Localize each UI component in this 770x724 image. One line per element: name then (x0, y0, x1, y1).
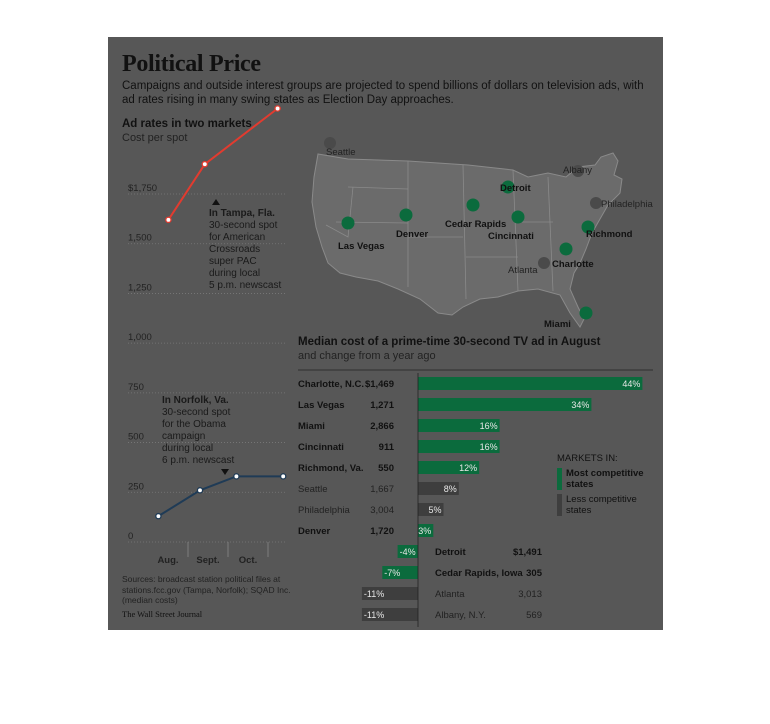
market-cost: 1,667 (370, 484, 394, 495)
norfolk-line-2: for the Obama (162, 419, 226, 430)
bar-value-label: 12% (459, 463, 478, 473)
bar-value-label: 3% (418, 526, 432, 536)
series-line-tampa (168, 108, 277, 219)
market-name: Richmond, Va. (298, 463, 364, 474)
map-label-philadelphia: Philadelphia (601, 199, 653, 210)
sources-note: Sources: broadcast station political files at stations.fcc.gov (Tampa, Norfolk); SQAD Inc. (median costs) (122, 574, 291, 605)
data-point (275, 106, 280, 111)
x-tick-label: Oct. (238, 555, 258, 566)
map-label-las-vegas: Las Vegas (338, 241, 385, 252)
market-name: Atlanta (435, 589, 465, 600)
infographic (108, 37, 663, 630)
bar-chart-heading: Median cost of a prime-time 30-second TV ad in August (298, 336, 601, 348)
map-label-richmond: Richmond (586, 229, 633, 240)
map-marker-cedar-rapids (467, 199, 480, 212)
map-label-cedar-rapids: Cedar Rapids (445, 219, 507, 230)
market-name: Denver (298, 526, 331, 537)
market-name: Philadelphia (298, 505, 350, 516)
map-label-charlotte: Charlotte (552, 259, 594, 270)
data-point (197, 488, 202, 493)
legend-item-less (557, 494, 651, 516)
tampa-annotation-title: In Tampa, Fla. (209, 208, 275, 219)
market-name: Charlotte, N.C. (298, 379, 364, 390)
legend-item-most (557, 468, 651, 490)
bar-value-label: -11% (363, 589, 385, 599)
market-cost: 305 (526, 568, 542, 579)
market-cost: 1,271 (370, 400, 394, 411)
market-cost: 550 (378, 463, 394, 474)
market-name: Las Vegas (298, 400, 345, 411)
market-name: Cedar Rapids, Iowa (435, 568, 523, 579)
data-point (202, 162, 207, 167)
y-tick-label: 250 (128, 481, 144, 493)
legend-label-most: Most competitive states (566, 468, 644, 490)
market-cost: 2,866 (370, 421, 394, 432)
map-marker-cincinnati (512, 211, 525, 224)
line-chart-subheading: Cost per spot (122, 132, 188, 144)
map-label-albany: Albany (563, 165, 593, 176)
map-marker-denver (400, 209, 413, 222)
norfolk-annotation (162, 395, 234, 467)
legend (557, 453, 651, 520)
tampa-line-3: Crossroads (209, 244, 261, 255)
bar-value-label: 8% (443, 484, 457, 494)
legend-title: MARKETS IN: (557, 453, 618, 464)
market-name: Albany, N.Y. (435, 610, 486, 621)
market-cost: 3,013 (518, 589, 542, 600)
market-cost: $1,491 (512, 547, 542, 558)
x-tick-label: Sept. (196, 555, 220, 566)
page-title: Political Price (122, 51, 261, 77)
map-label-detroit: Detroit (500, 183, 531, 194)
market-name: Detroit (435, 547, 466, 558)
norfolk-line-5: 6 p.m. newscast (162, 455, 235, 466)
y-tick-label: 500 (128, 431, 144, 443)
bar-value-label: 16% (479, 442, 498, 452)
market-cost: 1,720 (370, 526, 394, 537)
map-marker-miami (580, 307, 593, 320)
bar-value-label: 16% (479, 421, 498, 431)
market-cost: 911 (378, 442, 394, 453)
map-label-denver: Denver (396, 229, 429, 240)
data-point (281, 474, 286, 479)
x-tick-label: Aug. (157, 555, 179, 566)
bar-value-label: 5% (428, 505, 442, 515)
data-point (234, 474, 239, 479)
market-cost: 3,004 (370, 505, 394, 516)
map-label-miami: Miami (544, 319, 571, 330)
bar (418, 377, 642, 390)
market-cost: 569 (526, 610, 542, 621)
norfolk-line-1: 30-second spot (162, 407, 231, 418)
bar-value-label: -4% (399, 547, 416, 557)
bar-value-label: 44% (622, 379, 641, 389)
map-marker-charlotte (560, 243, 573, 256)
map-marker-las-vegas (342, 217, 355, 230)
bar-value-label: -11% (363, 610, 385, 620)
tampa-pointer (212, 199, 220, 205)
market-name: Miami (298, 421, 325, 432)
map-label-seattle: Seattle (326, 147, 356, 158)
credit: The Wall Street Journal (122, 609, 203, 619)
y-tick-label: 1,000 (128, 332, 152, 344)
tampa-line-1: 30-second spot (209, 220, 278, 231)
data-point (156, 514, 161, 519)
y-tick-label: 1,250 (128, 282, 152, 294)
legend-swatch-most (557, 468, 562, 490)
map-label-atlanta: Atlanta (508, 265, 538, 276)
tampa-annotation (209, 208, 281, 292)
map-marker-atlanta (538, 257, 550, 269)
bar-value-label: -7% (384, 568, 401, 578)
y-tick-label: 1,500 (128, 232, 152, 244)
page-subtitle: Campaigns and outside interest groups are projected to spend billions of dollars on television ads, with ad rates rising in many swing states as Election Day approaches. (122, 80, 644, 106)
tampa-line-2: for American (209, 232, 266, 243)
norfolk-line-4: during local (162, 443, 214, 454)
bar (418, 398, 591, 411)
charts-layer (108, 37, 663, 630)
tampa-line-6: 5 p.m. newscast (209, 280, 282, 291)
market-cost: $1,469 (364, 379, 394, 390)
bar-chart-subheading: and change from a year ago (298, 350, 436, 362)
line-chart-heading: Ad rates in two markets (122, 118, 252, 130)
market-name: Cincinnati (298, 442, 344, 453)
norfolk-line-3: campaign (162, 431, 206, 442)
y-tick-label: $1,750 (128, 183, 158, 194)
bar-value-label: 34% (571, 400, 590, 410)
norfolk-pointer (221, 469, 229, 475)
norfolk-annotation-title: In Norfolk, Va. (162, 395, 229, 406)
y-tick-label: 0 (128, 531, 134, 542)
tampa-line-5: during local (209, 268, 261, 279)
legend-swatch-less (557, 494, 562, 516)
market-name: Seattle (298, 484, 328, 495)
y-tick-label: 750 (128, 381, 144, 393)
data-point (166, 217, 171, 222)
tampa-line-4: super PAC (209, 256, 257, 267)
legend-label-less: Less competitive states (566, 494, 637, 516)
series-line-norfolk (158, 476, 283, 516)
map-label-cincinnati: Cincinnati (488, 231, 534, 242)
